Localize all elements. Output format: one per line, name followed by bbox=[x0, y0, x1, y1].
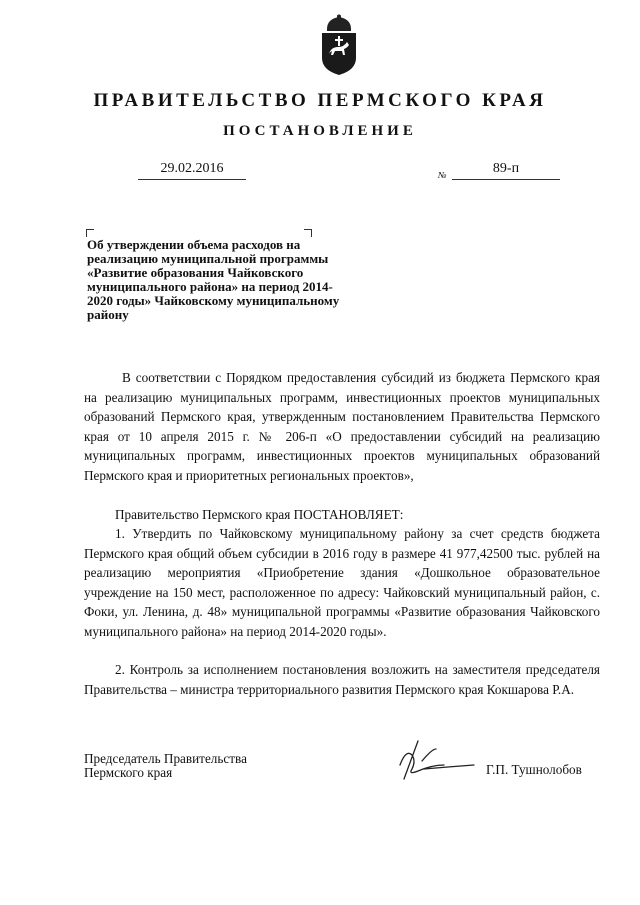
preamble-paragraph: В соответствии с Порядком предоставления субсидий из бюджета Пермского края на реализацию муниципальных программ, инвестиционных проектов муниципальных образований Пермского края, утвержденным постановлением Правительства Пермского края от 10 апреля 2015 г. № 206-п «О предоставлении субсидий на реализацию муниципальных программ, инвестиционных проектов муниципальных образований Пермского края и приоритетных региональных проектов», bbox=[84, 370, 600, 483]
document-type: ПОСТАНОВЛЕНИЕ bbox=[223, 123, 417, 139]
signer-title-line1: Председатель Правительства bbox=[84, 751, 247, 766]
clause-2: 2. Контроль за исполнением постановления возложить на заместителя председателя Правительства – министра территориального развития Пермского края Кокшарова Р.А. bbox=[84, 662, 600, 697]
subject-corner-left bbox=[86, 229, 94, 237]
coat-of-arms-icon bbox=[318, 14, 360, 76]
clause-1: 1. Утвердить по Чайковскому муниципальному району за счет средств бюджета Пермского края общий объем субсидии в 2016 году в размере 41 977,42500 тыс. рублей на реализацию мероприятия «Приобретение здания «Дошкольное образовательное учреждение на 150 мест, расположенное по адресу: Чайковский муниципальный район, с. Фоки, ул. Ленина, д. 48» муниципальной программы «Развитие образования Чайковского муниципального района» на период 2014-2020 годы». bbox=[84, 526, 600, 639]
document-date: 29.02.2016 bbox=[138, 161, 246, 180]
handwritten-signature bbox=[392, 735, 482, 783]
subject-corner-right bbox=[304, 229, 312, 237]
signer-title-line2: Пермского края bbox=[84, 765, 173, 780]
signer-title bbox=[84, 752, 247, 780]
number-sign: № bbox=[438, 170, 447, 180]
government-title: ПРАВИТЕЛЬСТВО ПЕРМСКОГО КРАЯ bbox=[93, 90, 547, 111]
decree-statement: Правительство Пермского края ПОСТАНОВЛЯЕТ: bbox=[115, 507, 404, 522]
document-number: 89-п bbox=[452, 161, 560, 180]
signer-name: Г.П. Тушнолобов bbox=[486, 762, 582, 777]
document-subject: Об утверждении объема расходов на реализацию муниципальной программы «Развитие образования Чайковского муниципального района» на период 2014-2020 годы» Чайковскому муниципальному району bbox=[87, 237, 340, 322]
